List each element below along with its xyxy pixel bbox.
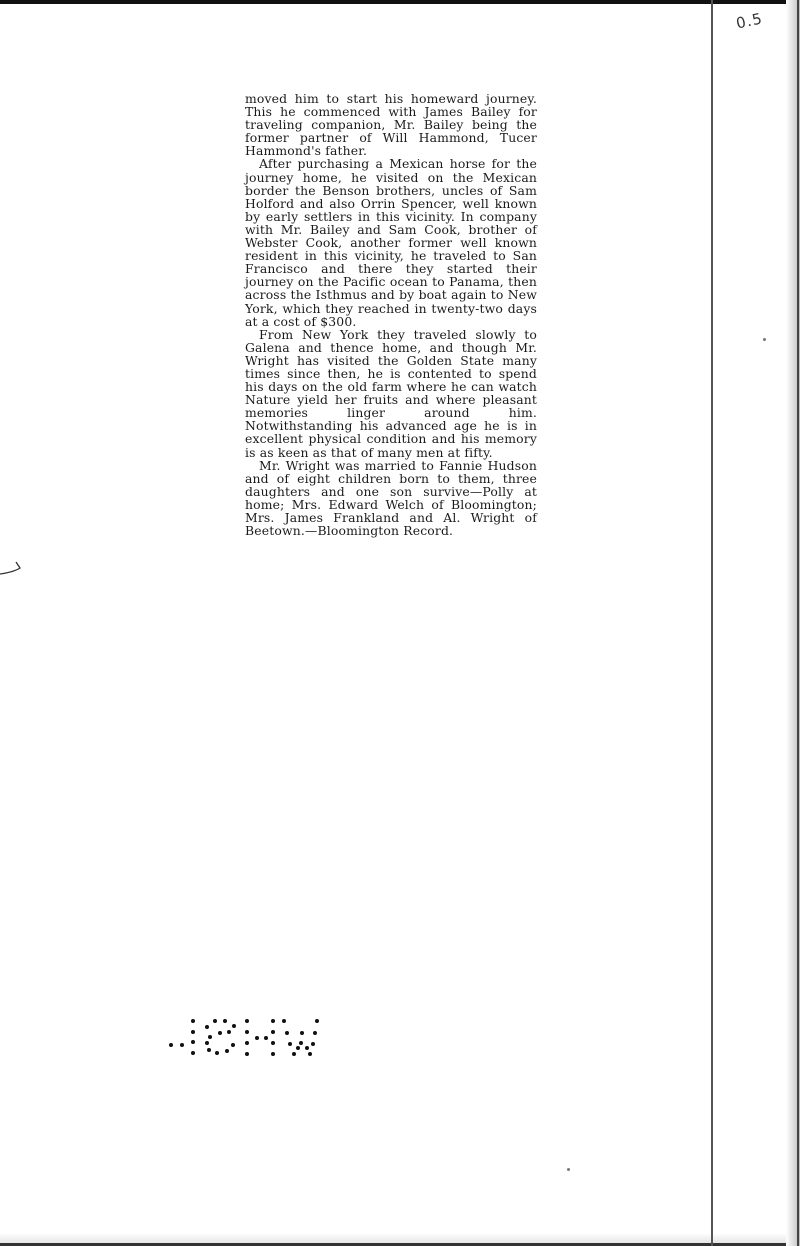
top-border bbox=[0, 0, 800, 4]
paragraph-3: From New York they traveled slowly to Galena and thence home, and though Mr. Wright has visited the Golden State many times since then, he is contented to spend his days on the old farm where he can watch Nature yield her fruits and where pleasant memories linger around him. Notwithstanding his advanced age he is in excellent physical condition and his memory is as keen as that of many men at fifty. bbox=[245, 326, 537, 460]
paragraph-4: Mr. Wright was married to Fannie Hudson and of eight children born to them, three daughters and one son survive—Polly at home; Mrs. Edward Welch of Bloomington; Mrs. James Frankland and Al. Wright of Beetown.—Bloomington Record. bbox=[245, 457, 537, 539]
speck bbox=[567, 1168, 570, 1171]
vertical-fold-line bbox=[711, 0, 713, 1246]
margin-pen-mark bbox=[0, 560, 26, 582]
paragraph-2: After purchasing a Mexican horse for the journey home, he visited on the Mexican border the Benson brothers, uncles of Sam Holford and also Orrin Spencer, well known by early settlers in this vicinity. In company with Mr. Bailey and Sam Cook, brother of Webster Cook, another former well known resident in this vicinity, he traveled to San Francisco and there they started their journey on the Pacific ocean to Panama, then across the Isthmus and by boat again to New York, which they reached in twenty-two days at a cost of $300. bbox=[245, 156, 537, 329]
speck bbox=[763, 338, 766, 341]
paragraph-1: moved him to start his homeward journey. This he commenced with James Bailey for traveling companion, Mr. Bailey being the former partner of Will Hammond, Tucer Hammond's father. bbox=[245, 91, 537, 159]
handwritten-annotation: 0.5 bbox=[734, 9, 765, 33]
perforation-stamp bbox=[165, 1015, 325, 1055]
newspaper-clipping-column bbox=[245, 92, 537, 537]
right-edge-line bbox=[797, 0, 799, 1246]
bottom-shading bbox=[0, 1233, 800, 1243]
